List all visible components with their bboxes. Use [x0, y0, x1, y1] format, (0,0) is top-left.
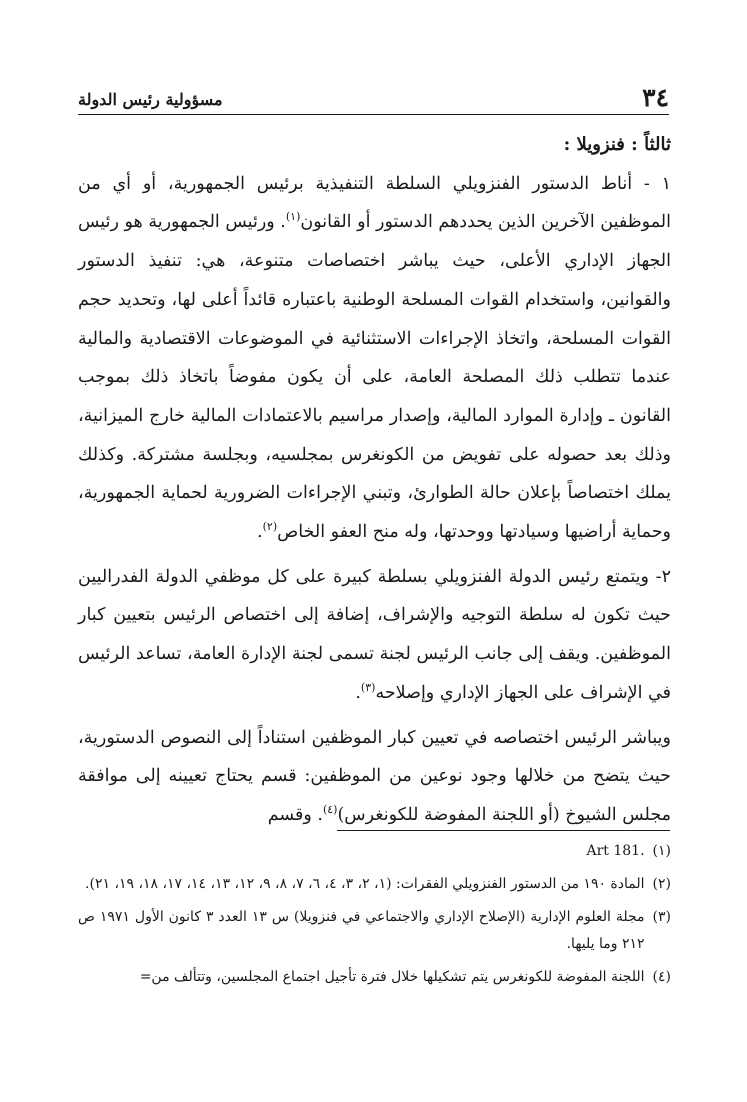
- footnotes: [78, 838, 671, 997]
- footnote-text: [78, 838, 645, 865]
- footnote-text: المادة ١٩٠ من الدستور الفنزويلي الفقرات: (١، ٢، ٣، ٤، ٦، ٧، ٨، ٩، ١٢، ١٣، ١٤، ١٧، ١٨، ١٩، ٢١).: [85, 876, 645, 892]
- footnote-number: (٢): [652, 876, 671, 892]
- paragraph-2-text: ٢- ويتمتع رئيس الدولة الفنزويلي بسلطة كبيرة على كل موظفي الدولة الفدراليين حيث تكون له سلطة التوجيه والإشراف، إضافة إلى اختصاص الرئيس بتعيين كبار الموظفين. ويقف إلى جانب الرئيس لجنة تسمى لجنة الإدارة العامة، تساعد الرئيس في الإشراف على الجهاز الإداري وإصلاحه: [78, 566, 671, 703]
- section-heading: ثالثاً : فنزويلا :: [563, 134, 671, 155]
- paragraph-1-end: .: [257, 522, 263, 543]
- page-number: ٣٤: [642, 83, 669, 112]
- page-header: [78, 80, 669, 115]
- footnote-3: [78, 904, 671, 958]
- paragraph-3-end: . وقسم: [267, 804, 323, 825]
- footnote-number: (٤): [652, 969, 671, 985]
- footnote-text: مجلة العلوم الإدارية (الإصلاح الإداري والاجتماعي في فنزويلا) س ١٣ العدد ٣ كانون الأول ١٩٧١ ص ٢١٢ وما يليها.: [78, 909, 645, 952]
- paragraph-1: [78, 165, 671, 552]
- paragraph-2-end: .: [355, 682, 361, 703]
- footnote-4: [78, 964, 671, 991]
- paragraph-3-text: ويباشر الرئيس اختصاصه في تعيين كبار الموظفين استناداً إلى النصوص الدستورية، حيث يتضح من خلالها وجود نوعين من الموظفين: قسم يحتاج تعيينه إلى موافقة مجلس الشيوخ (أو اللجنة المفوضة للكونغرس): [78, 727, 671, 825]
- paragraph-1-text: ١ - أناط الدستور الفنزويلي السلطة التنفيذية برئيس الجمهورية، أو أي من الموظفين الآخرين الذين يحددهم الدستور أو القانون: [78, 173, 672, 233]
- paragraph-3: [78, 719, 671, 835]
- footnote-number: (١): [652, 843, 671, 859]
- footnote-number: (٣): [652, 909, 671, 925]
- footnote-latin-text: Art 181.: [586, 843, 645, 859]
- footnote-ref-1: (١): [285, 210, 301, 224]
- footnote-ref-3: (٣): [360, 681, 376, 695]
- footnote-1: [78, 838, 671, 865]
- footnote-divider: [337, 830, 670, 831]
- footnote-ref-4: (٤): [322, 803, 338, 817]
- footnote-2: [78, 871, 671, 898]
- paragraph-1-text-cont: . ورئيس الجمهورية هو رئيس الجهاز الإداري الأعلى، حيث يباشر اختصاصات متنوعة، هي: تنفيذ الدستور والقوانين، واستخدام القوات المسلحة الوطنية باعتباره قائداً أعلى لها، وتحديد حجم القوات المسلحة، واتخاذ الإجراءات الاستثنائية في الموضوعات الاقتصادية والمالية عندما تتطلب ذلك المصلحة العامة، على أن يكون مفوضاً باتخاذ ذلك بموجب القانون ـ وإدارة الموارد المالية، وإصدار مراسيم بالاعتمادات المالية خارج الميزانية، وذلك بعد حصوله على تفويض من الكونغرس بمجلسيه، وبجلسة مشتركة. وكذلك يملك اختصاصاً بإعلان حالة الطوارئ، وتبني الإجراءات الضرورية لحماية الجمهورية، وحماية أراضيها وسيادتها ووحدتها، وله منح العفو الخاص: [78, 212, 671, 543]
- footnote-text: اللجنة المفوضة للكونغرس يتم تشكيلها خلال فترة تأجيل اجتماع المجلسين، وتتألف من=: [139, 969, 645, 985]
- footnote-ref-2: (٢): [262, 520, 278, 534]
- paragraph-2: [78, 558, 671, 713]
- main-text: [78, 126, 671, 835]
- running-title: مسؤولية رئيس الدولة: [78, 90, 223, 109]
